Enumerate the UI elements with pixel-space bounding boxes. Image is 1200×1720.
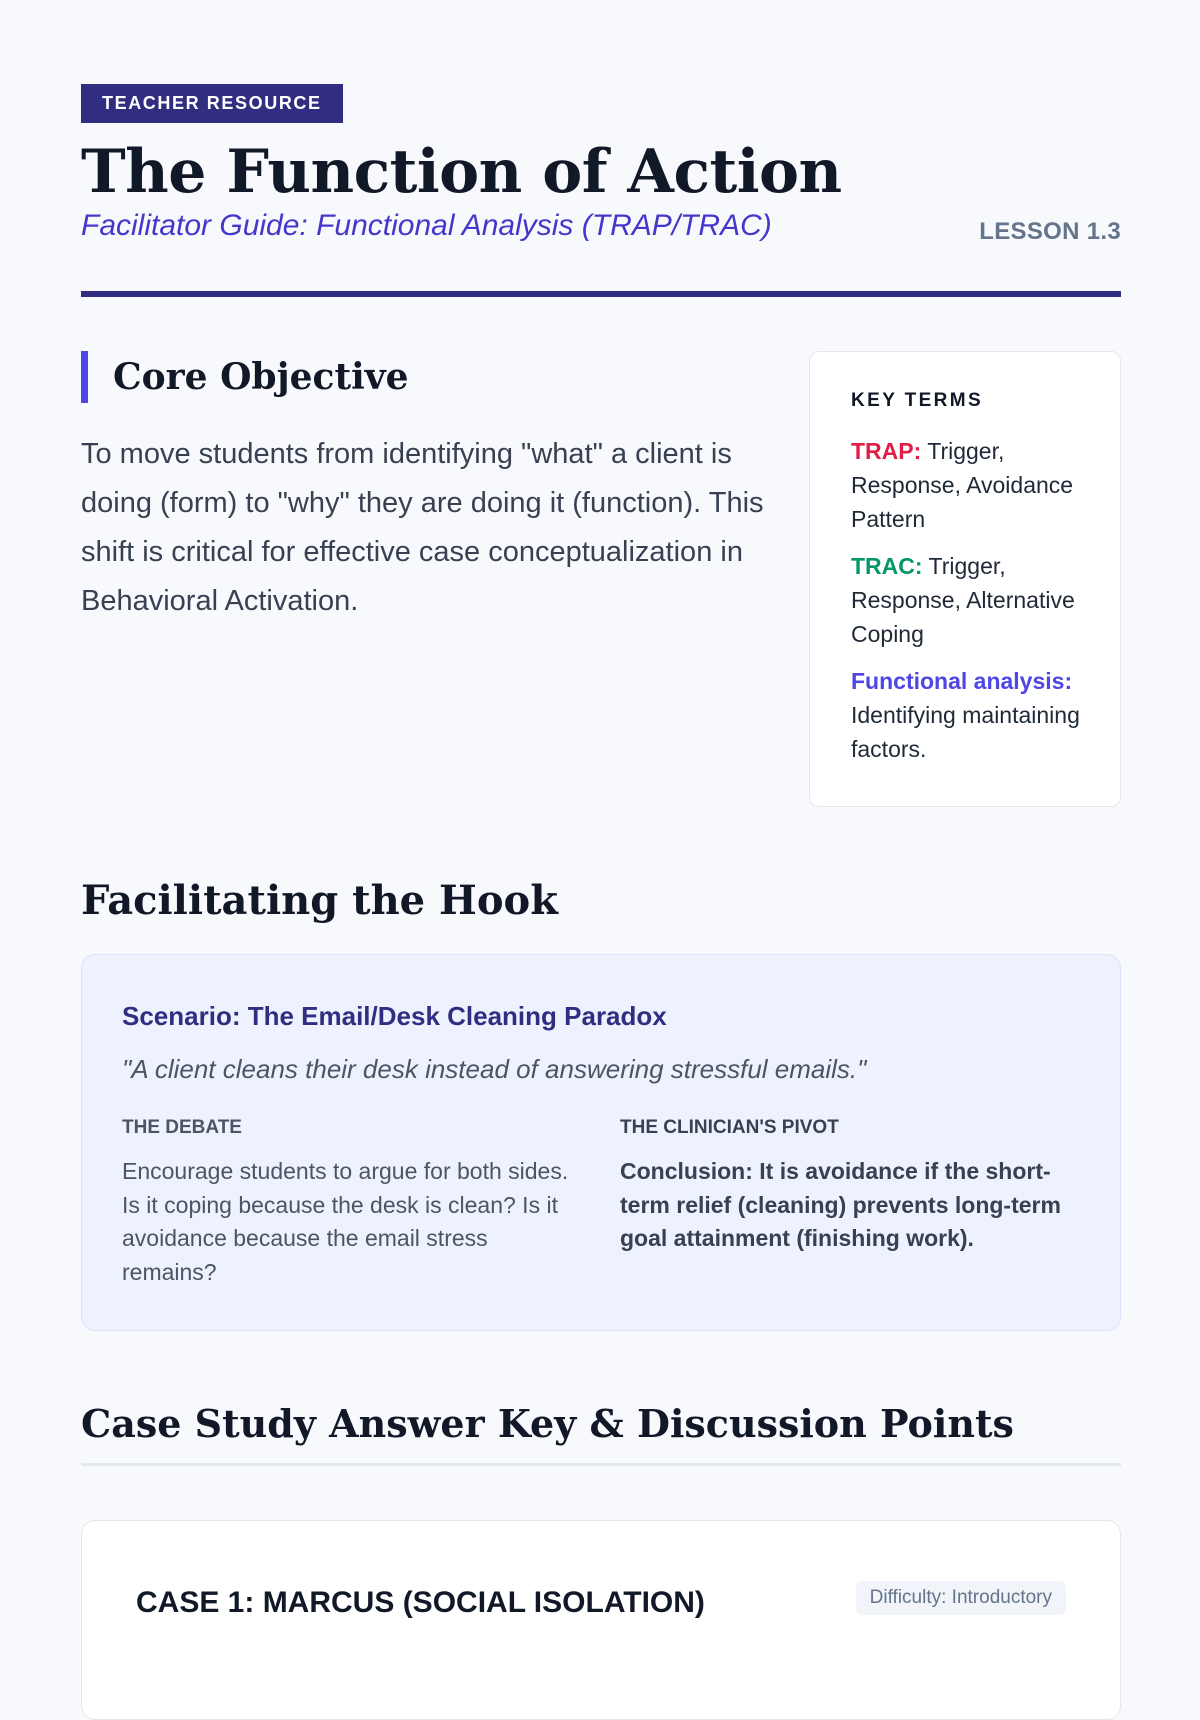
header-divider <box>81 291 1121 297</box>
term-trac-name: TRAC: <box>851 553 923 579</box>
case-card <box>81 1520 1121 1720</box>
key-terms-card <box>809 351 1121 807</box>
term-trac-definition: Trigger, Response, Alternative Coping <box>851 553 1075 647</box>
pivot-label: THE CLINICIAN'S PIVOT <box>620 1117 839 1138</box>
core-objective-heading: Core Objective <box>113 356 409 398</box>
key-terms-heading: KEY TERMS <box>851 390 984 411</box>
term-functional-analysis <box>851 664 1090 766</box>
lesson-number: LESSON 1.3 <box>979 218 1121 245</box>
case-study-divider <box>81 1463 1121 1466</box>
objective-accent-bar <box>81 351 88 403</box>
teacher-resource-badge: TEACHER RESOURCE <box>81 84 343 123</box>
term-trac <box>851 549 1090 651</box>
difficulty-badge: Difficulty: Introductory <box>856 1581 1066 1615</box>
debate-text: Encourage students to argue for both sides. Is it coping because the desk is clean? Is it avoidance because the email stress remains? <box>122 1158 569 1285</box>
term-functional-analysis-definition: Identifying maintaining factors. <box>851 702 1080 762</box>
hook-heading: Facilitating the Hook <box>81 877 558 924</box>
term-trap-name: TRAP: <box>851 438 922 464</box>
term-trap-definition: Trigger, Response, Avoidance Pattern <box>851 438 1074 532</box>
term-functional-analysis-name: Functional analysis: <box>851 668 1073 694</box>
case-study-heading: Case Study Answer Key & Discussion Points <box>81 1401 1014 1446</box>
scenario-title: Scenario: The Email/Desk Cleaning Paradox <box>122 1001 667 1031</box>
case-title: CASE 1: MARCUS (SOCIAL ISOLATION) <box>136 1586 705 1619</box>
page-title: The Function of Action <box>81 137 842 207</box>
core-objective-text: To move students from identifying "what" a client is doing (form) to "why" they are doing it (function). This shift is critical for effective case conceptualization in Behavioral Activation. <box>81 438 764 617</box>
debate-label: THE DEBATE <box>122 1117 242 1138</box>
pivot-text: Conclusion: It is avoidance if the short-term relief (cleaning) prevents long-term goal attainment (finishing work). <box>620 1158 1061 1251</box>
page-subtitle: Facilitator Guide: Functional Analysis (TRAP/TRAC) <box>81 209 772 242</box>
term-trap <box>851 434 1090 536</box>
scenario-quote: "A client cleans their desk instead of answering stressful emails." <box>122 1054 867 1084</box>
